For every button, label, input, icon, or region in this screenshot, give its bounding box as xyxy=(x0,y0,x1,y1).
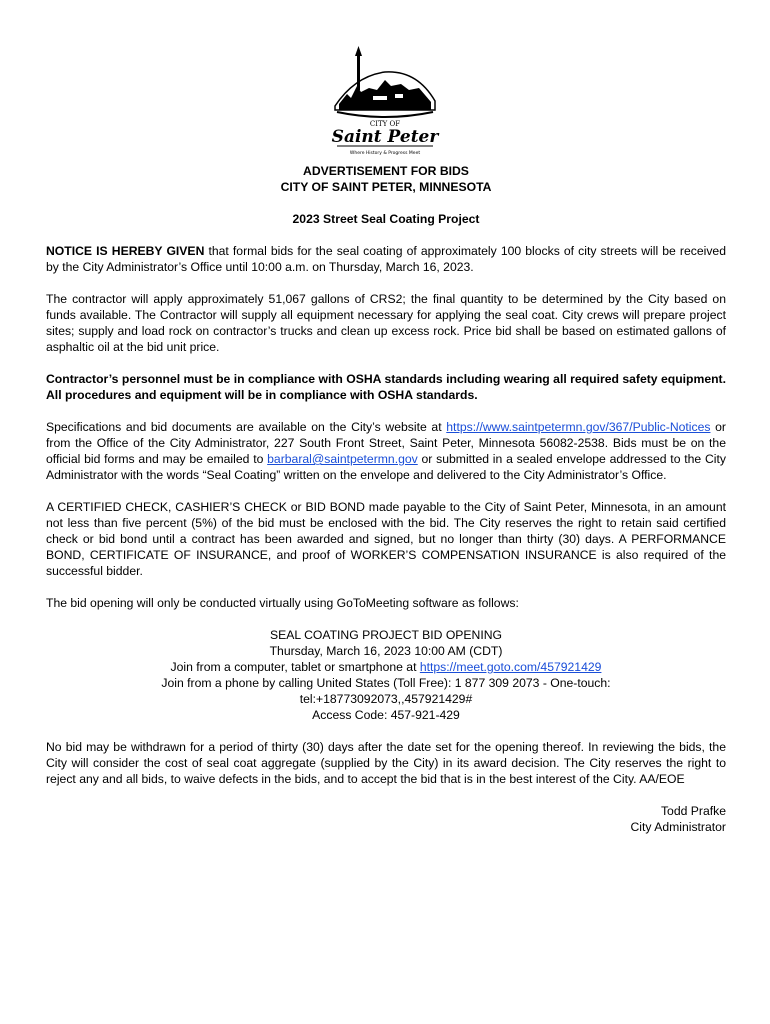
meeting-join-phone: Join from a phone by calling United States (Toll Free): 1 877 309 2073 - One-touch: xyxy=(161,676,611,690)
meeting-access-code: Access Code: 457-921-429 xyxy=(312,708,460,722)
spec-text-pre: Specifications and bid documents are available on the City’s website at xyxy=(46,420,447,434)
project-title: 2023 Street Seal Coating Project xyxy=(292,212,480,226)
meeting-title: SEAL COATING PROJECT BID OPENING xyxy=(269,628,503,642)
spec-text-mid: or from the Office of the City Administrator, 227 South Front Street, Saint Peter, Minnesota 56082-2538. Bids must be on the official bid forms and may be emailed to xyxy=(46,420,726,466)
withdrawal-paragraph: No bid may be withdrawn for a period of thirty (30) days after the date set for the opening thereof. In reviewing the bids, the City will consider the cost of seal coat aggregate (supplied by the City) in its award decision. The City reserves the right to reject any and all bids, to waive defects in the bids, and to accept the bid that is in the best interest of the City. AA/EOE xyxy=(46,740,726,786)
specifications-paragraph xyxy=(46,419,726,483)
meeting-datetime: Thursday, March 16, 2023 10:00 AM (CDT) xyxy=(269,644,503,658)
bond-paragraph: A CERTIFIED CHECK, CASHIER’S CHECK or BID BOND made payable to the City of Saint Peter, Minnesota, in an amount not less than five percent (5%) of the bid must be enclosed with the bid. The City reserves the right to retain said certified check or bid bond until a contract has been awarded and signed, but no longer than thirty (30) days. A PERFORMANCE BOND, CERTIFICATE OF INSURANCE, and proof of WORKER’S COMPENSATION INSURANCE is also required of the successful bidder. xyxy=(46,500,726,578)
logo-tagline: Where History & Progress Meet xyxy=(349,151,421,156)
logo-name: Saint Peter xyxy=(331,127,439,147)
signature-title: City Administrator xyxy=(630,820,726,834)
notice-text: that formal bids for the seal coating of approximately 100 blocks of city streets will be received by the City Administrator’s Office until 10:00 a.m. on Thursday, March 16, 2023. xyxy=(46,244,726,274)
notice-paragraph xyxy=(46,243,726,275)
public-notices-link[interactable]: https://www.saintpetermn.gov/367/Public-Notices xyxy=(446,420,711,434)
meeting-link[interactable]: https://meet.goto.com/457921429 xyxy=(419,660,602,674)
header-title: ADVERTISEMENT FOR BIDS xyxy=(303,164,469,178)
signature-name: Todd Prafke xyxy=(660,804,726,818)
meeting-details xyxy=(46,627,726,723)
document-header xyxy=(46,163,726,195)
city-logo-graphic xyxy=(325,46,445,158)
meeting-tel: tel:+18773092073,,457921429# xyxy=(299,692,473,706)
bid-opening-intro: The bid opening will only be conducted virtually using GoToMeeting software as follows: xyxy=(46,596,519,610)
city-logo xyxy=(325,46,445,158)
logo-city-of: CITY OF xyxy=(369,120,401,128)
spec-text-post: or submitted in a sealed envelope addressed to the City Administrator with the words “Seal Coating” written on the envelope and delivered to the City Administrator’s Office. xyxy=(46,452,726,482)
notice-lead: NOTICE IS HEREBY GIVEN xyxy=(46,244,205,258)
contractor-paragraph: The contractor will apply approximately 51,067 gallons of CRS2; the final quantity to be determined by the City based on funds available. The Contractor will supply all equipment necessary for applying the seal coat. City crews will prepare project sites; supply and load rock on contractor’s trucks and clean up excess rock. Price bid shall be based on estimated gallons of asphaltic oil at the bid unit price. xyxy=(46,292,726,354)
email-link[interactable]: barbaral@saintpetermn.gov xyxy=(267,452,418,466)
meeting-join-computer xyxy=(46,659,726,675)
document-body xyxy=(46,163,726,835)
header-subtitle: CITY OF SAINT PETER, MINNESOTA xyxy=(280,180,492,194)
join-computer-text: Join from a computer, tablet or smartphone at xyxy=(170,660,420,674)
osha-paragraph: Contractor’s personnel must be in compliance with OSHA standards including wearing all required safety equipment. All procedures and equipment will be in compliance with OSHA standards. xyxy=(46,372,726,402)
signature-block xyxy=(46,803,726,835)
